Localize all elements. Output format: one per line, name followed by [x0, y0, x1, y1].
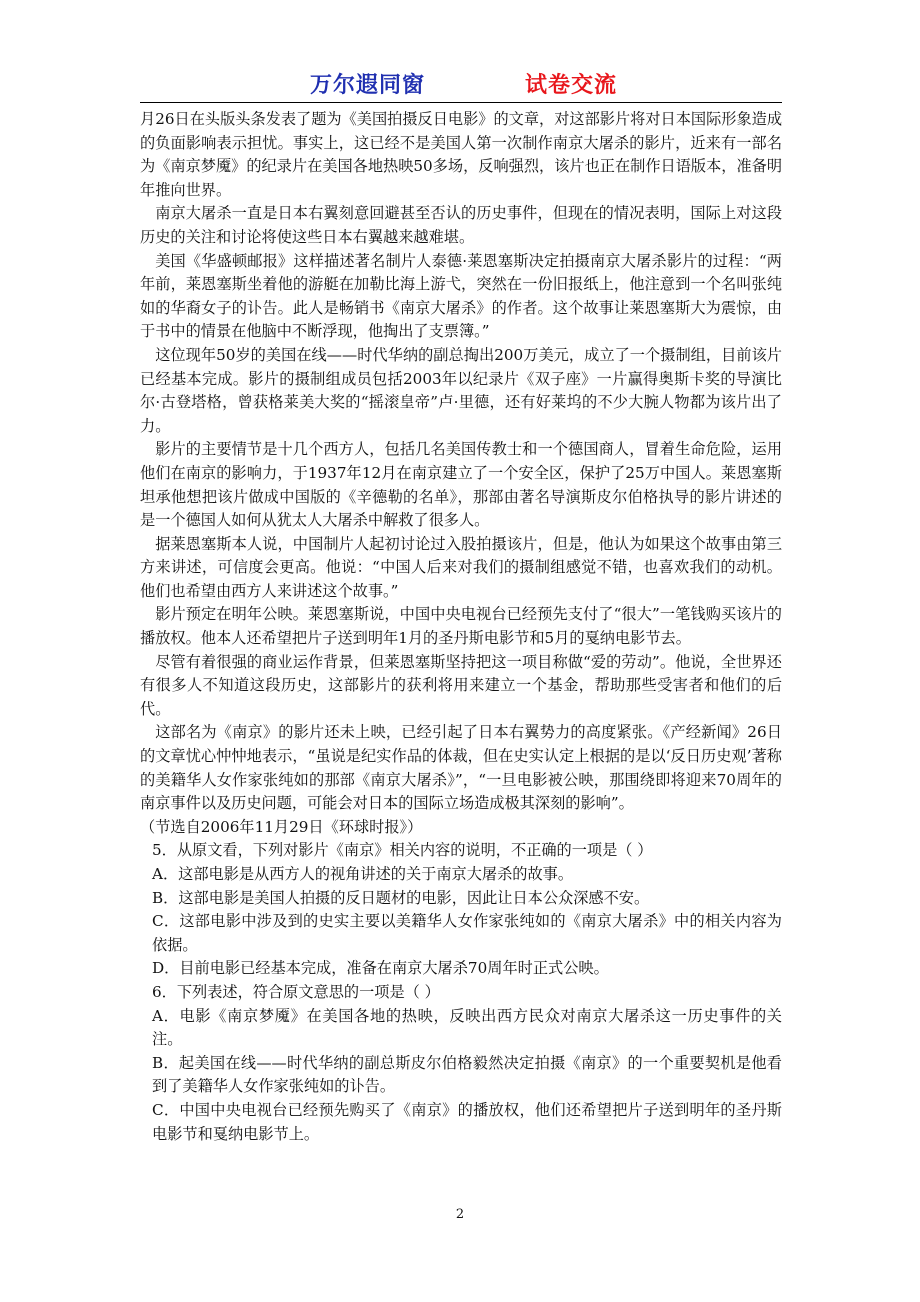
paragraph: 南京大屠杀一直是日本右翼刻意回避甚至否认的历史事件，但现在的情况表明，国际上对这段历史的关注和讨论将使这些日本右翼越来越难堪。 — [140, 204, 782, 246]
paragraph: 据莱恩塞斯本人说，中国制片人起初讨论过入股拍摄该片，但是，他认为如果这个故事由第三方来讲述，可信度会更高。他说：“中国人后来对我们的摄制组感觉不错，也喜欢我们的动机。他们也希望由西方人来讲述这个故事。” — [140, 534, 782, 600]
paragraph: 影片预定在明年公映。莱恩塞斯说，中国中央电视台已经预先支付了“很大”一笔钱购买该片的播放权。他本人还希望把片子送到明年1月的圣丹斯电影节和5月的戛纳电影节去。 — [140, 605, 782, 648]
page-number: 2 — [455, 1207, 465, 1222]
question-6-stem: 6．下列表述，符合原文意思的一项是（ ） — [152, 982, 440, 1001]
header-title-left: 万尔遐同窗 — [310, 73, 426, 98]
paragraph: 美国《华盛顿邮报》这样描述著名制片人泰德·莱恩塞斯决定拍摄南京大屠杀影片的过程：“两年前，莱恩塞斯坐着他的游艇在加勒比海上游弋，突然在一份旧报纸上，他注意到一个名叫张纯如的华裔女子的讣告。此人是畅销书《南京大屠杀》的作者。这个故事让莱恩塞斯大为震惊，由于书中的情景在他脑中不断浮现，他掏出了支票簿。” — [140, 251, 782, 341]
question-5-option-c: C．这部电影中涉及到的史实主要以美籍华人女作家张纯如的《南京大屠杀》中的相关内容为依据。 — [152, 912, 782, 954]
question-6-option-c: C．中国中央电视台已经预先购买了《南京》的播放权，他们还希望把片子送到明年的圣丹斯电影节和戛纳电影节上。 — [152, 1100, 782, 1143]
page-header — [140, 64, 782, 100]
header-divider — [140, 102, 782, 103]
question-6-option-b: B．起美国在线——时代华纳的副总斯皮尔伯格毅然决定拍摄《南京》的一个重要契机是他看到了美籍华人女作家张纯如的讣告。 — [152, 1053, 782, 1096]
header-title-right: 试卷交流 — [525, 73, 618, 98]
question-5-option-b: B．这部电影是美国人拍摄的反日题材的电影，因此让日本公众深感不安。 — [152, 888, 650, 907]
question-5-option-a: A．这部电影是从西方人的视角讲述的关于南京大屠杀的故事。 — [152, 865, 574, 883]
question-5-option-d: D．目前电影已经基本完成，准备在南京大屠杀70周年时正式公映。 — [152, 959, 609, 978]
source-note: （节选自2006年11月29日《环球时报》） — [140, 817, 423, 836]
paragraph: 影片的主要情节是十几个西方人，包括几名美国传教士和一个德国商人，冒着生命危险，运用他们在南京的影响力，于1937年12月在南京建立了一个安全区，保护了25万中国人。莱恩塞斯坦承他想把该片做成中国版的《辛德勒的名单》，那部由著名导演斯皮尔伯格执导的影片讲述的是一个德国人如何从犹太人大屠杀中解救了很多人。 — [140, 440, 782, 530]
question-6-option-a: A．电影《南京梦魇》在美国各地的热映，反映出西方民众对南京大屠杀这一历史事件的关注。 — [152, 1006, 782, 1049]
paragraph: 月26日在头版头条发表了题为《美国拍摄反日电影》的文章，对这部影片将对日本国际形象造成的负面影响表示担忧。事实上，这已经不是美国人第一次制作南京大屠杀的影片，近来有一部名为《南京梦魇》的纪录片在美国各地热映50多场，反响强烈，该片也正在制作日语版本，准备明年推向世界。 — [140, 110, 783, 199]
question-5-stem: 5．从原文看，下列对影片《南京》相关内容的说明，不正确的一项是（ ） — [152, 841, 653, 860]
paragraph: 尽管有着很强的商业运作背景，但莱恩塞斯坚持把这一项目称做“爱的劳动”。他说，全世界还有很多人不知道这段历史，这部影片的获利将用来建立一个基金，帮助那些受害者和他们的后代。 — [140, 652, 782, 718]
paragraph: 这位现年50岁的美国在线——时代华纳的副总掏出200万美元，成立了一个摄制组，目前该片已经基本完成。影片的摄制组成员包括2003年以纪录片《双子座》一片赢得奥斯卡奖的导演比尔·古登塔格，曾获格莱美大奖的“摇滚皇帝”卢·里德，还有好莱坞的不少大腕人物都为该片出了力。 — [140, 345, 782, 435]
article-body — [140, 108, 782, 1146]
paragraph: 这部名为《南京》的影片还未上映，已经引起了日本右翼势力的高度紧张。《产经新闻》26日的文章忧心忡忡地表示，“虽说是纪实作品的体裁，但在史实认定上根据的是以‘反日历史观’著称的美籍华人女作家张纯如的那部《南京大屠杀》”，“一旦电影被公映，那围绕即将迎来70周年的南京事件以及历史问题，可能会对日本的国际立场造成极其深刻的影响”。 — [140, 723, 782, 813]
